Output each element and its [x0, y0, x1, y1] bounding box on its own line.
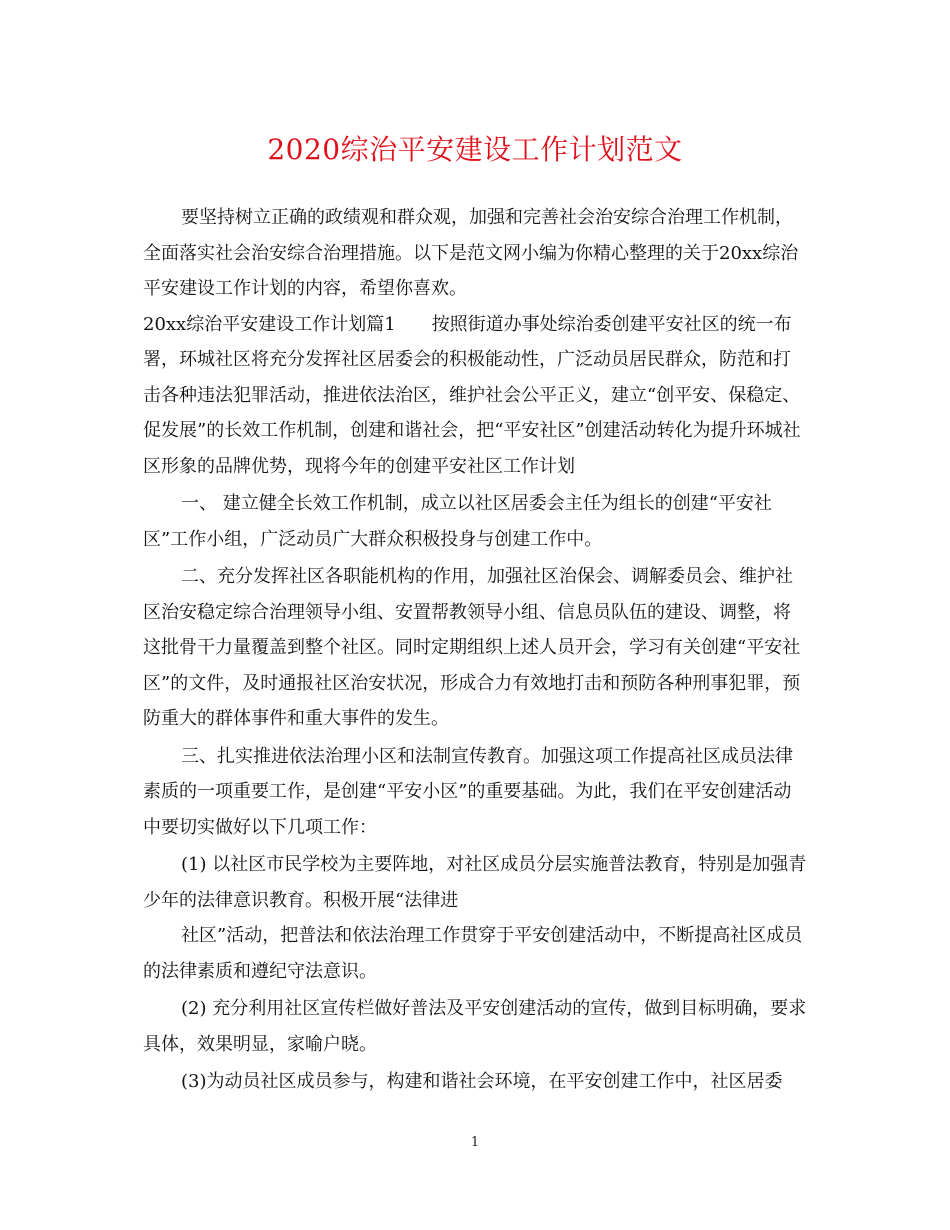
page-number: 1 — [470, 1135, 480, 1150]
item-two-paragraph: (2) 充分利用社区宣传栏做好普法及平安创建活动的宣传，做到目标明确，要求具体，效果明显，家喻户晓。 — [143, 998, 807, 1055]
item-three-paragraph: (3)为动员社区成员参与，构建和谐社会环境，在平安创建工作中，社区居委 — [181, 1071, 783, 1092]
document-title: 2020综治平安建设工作计划范文 — [267, 133, 683, 166]
section-two-paragraph: 二、充分发挥社区各职能机构的作用，加强社区治保会、调解委员会、维护社区治安稳定综合治理领导小组、安置帮教领导小组、信息员队伍的建设、调整，将这批骨干力量覆盖到整个社区。同时定期组织上述人员开会，学习有关创建“平安社区”的文件，及时通报社区治安状况，形成合力有效地打击和预防各种刑事犯罪，预防重大的群体事件和重大事件的发生。 — [143, 566, 801, 729]
plan-intro-paragraph: 20xx综治平安建设工作计划篇1 按照街道办事处综治委创建平安社区的统一布署，环城社区将充分发挥社区居委会的积极能动性，广泛动员居民群众，防范和打击各种违法犯罪活动，推进依法治区，维护社会公平正义，建立“创平安、保稳定、促发展”的长效工作机制，创建和谐社会，把“平安社区”创建活动转化为提升环城社区形象的品牌优势，现将今年的创建平安社区工作计划 — [143, 313, 801, 477]
document-body — [143, 200, 808, 1100]
section-three-paragraph: 三、扎实推进依法治理小区和法制宣传教育。加强这项工作提高社区成员法律素质的一项重要工作，是创建“平安小区”的重要基础。为此，我们在平安创建活动中要切实做好以下几项工作： — [143, 745, 793, 838]
item-one-paragraph: (1) 以社区市民学校为主要阵地，对社区成员分层实施普法教育，特别是加强青少年的法律意识教育。积极开展“法律进 — [143, 854, 807, 911]
section-one-paragraph: 一、 建立健全长效工作机制，成立以社区居委会主任为组长的创建“平安社区”工作小组，广泛动员广大群众积极投身与创建工作中。 — [143, 493, 772, 550]
intro-paragraph: 要坚持树立正确的政绩观和群众观，加强和完善社会治安综合治理工作机制，全面落实社会治安综合治理措施。以下是范文网小编为你精心整理的关于20xx综治平安建设工作计划的内容，希望你喜欢。 — [143, 207, 799, 299]
item-one-continued-paragraph: 社区”活动，把普法和依法治理工作贯穿于平安创建活动中，不断提高社区成员的法律素质和遵纪守法意识。 — [143, 925, 803, 982]
